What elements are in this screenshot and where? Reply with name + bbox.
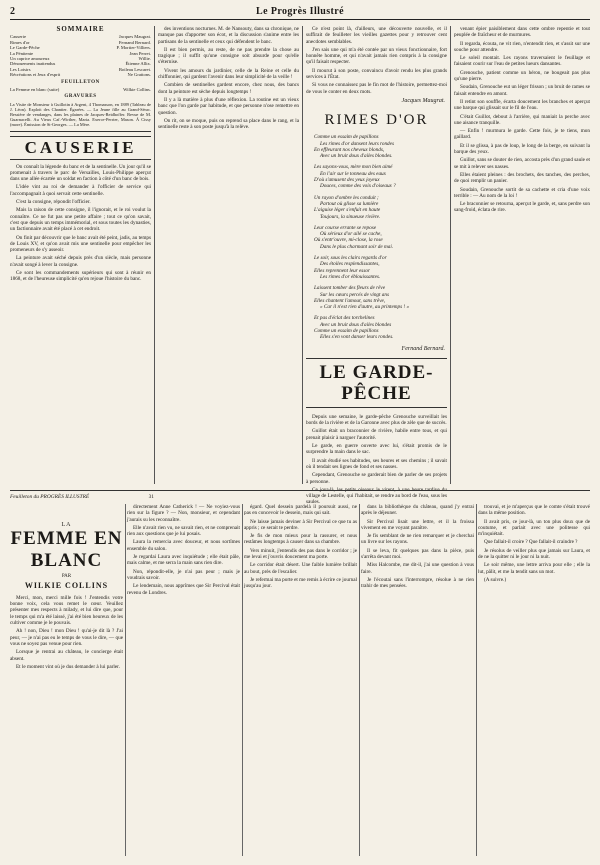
article-paragraph: Je fis semblant de ne rien remarquer et je cherchai un livre sur les rayons. bbox=[361, 533, 474, 546]
article-paragraph: Il est bien permis, au reste, de ne pas prendre la chose au tragique ; il suffit qu'une consigne soit absurde pour qu'elle s'éternise. bbox=[158, 46, 299, 66]
poem-stanza bbox=[306, 164, 447, 189]
feuilleton-header bbox=[10, 494, 590, 502]
article-paragraph: Le garde, en guerre ouverte avec lui, s'était promis de le surprendre la main dans le sac. bbox=[306, 443, 447, 456]
sommaire-item-author: Willie. bbox=[138, 55, 151, 61]
article-paragraph: Grenouche, patient comme un héron, ne bougeait pas plus qu'une pierre. bbox=[454, 69, 590, 83]
article-paragraph: Il y a là matière à plus d'une réflexion. La routine est un vieux banc que l'on garde par habitude, et que personne n'ose remettre en question. bbox=[158, 96, 299, 116]
poem-stanza bbox=[306, 315, 447, 340]
serial-par: PAR bbox=[61, 574, 72, 580]
causerie-continued bbox=[158, 26, 299, 130]
article-paragraph: Le braconnier se retourna, aperçut le garde, et, sans perdre son sang-froid, éclata de rire. bbox=[454, 201, 590, 214]
poem-line: Les sayons-vous, mère mon bien aimé bbox=[314, 164, 393, 171]
poem-line: En effleurant nos cheveux blonds, bbox=[314, 146, 385, 153]
article-paragraph: — Enfin ! murmura le garde. Cette fois, je te tiens, mon gaillard. bbox=[454, 128, 590, 141]
poem-line: « Car il n'est rien d'autre, au printemps ! » bbox=[320, 304, 410, 311]
poem-line: En l'air sur le tonneau des eaux bbox=[320, 170, 386, 177]
feuilleton-column-1 bbox=[10, 504, 123, 859]
article-paragraph: égard. Quel dessein pardelà il poursuit aussi, ne pas en concevoir le dessein, mais qui sait. bbox=[244, 504, 357, 517]
article-paragraph: Le corridor était désert. Une faible lumière brillait au bout, près de l'escalier. bbox=[244, 562, 357, 575]
poem-line: Où sérieux d'or ailé se cache, bbox=[320, 231, 382, 238]
article-paragraph: Il avait étudié ses habitudes, ses heures et ses chemins ; il savait où il tendait ses lignes de fond et ses nasses. bbox=[306, 457, 447, 470]
article-paragraph: Il avait pris, ce jour-là, un ton plus doux que de coutume, et parlait avec une politesse qui m'inquiétait. bbox=[478, 518, 590, 538]
article-paragraph: Elles étaient pleines : des brochets, des tanches, des perches, de quoi remplir un panier. bbox=[454, 171, 590, 185]
article-paragraph: Le soleil montait. Les rayons traversaient le feuillage et faisaient courir sur l'eau de petites lueurs dansantes. bbox=[454, 55, 590, 68]
poem-line: Partout où glisse sa lumière bbox=[320, 200, 379, 207]
garde-peche-continued bbox=[454, 26, 590, 214]
sommaire-item-title: Causerie bbox=[10, 34, 27, 40]
article-paragraph: (A suivre.) bbox=[484, 576, 507, 583]
article-paragraph: Je résolus de veiller plus que jamais sur Laura, et de ne la quitter ni le jour ni la nuit. bbox=[478, 547, 590, 561]
poem-line: Comme un essaim de papillons bbox=[314, 327, 379, 334]
column-1 bbox=[10, 26, 151, 486]
sommaire-item-title: Récréations et Jeux d'esprit bbox=[10, 72, 61, 78]
feuilleton-column-5 bbox=[478, 504, 590, 859]
article-paragraph: Guillot était un braconnier de rivière, habile entre tous, et qui prenait plaisir à narguer l'autorité. bbox=[306, 428, 447, 441]
sommaire-item-title: Dénouements inattendus bbox=[10, 61, 56, 67]
poem-line: Avec un bruit doux d'ailes blondes. bbox=[320, 153, 393, 160]
garde-peche-title: LE GARDE-PÊCHE bbox=[306, 358, 447, 408]
poem-line: L'aiguise léger s'enfuit en haute bbox=[314, 207, 381, 214]
sommaire-feuilleton-row bbox=[10, 87, 151, 92]
sommaire-item-author: Jacques Maugrat. bbox=[118, 34, 151, 40]
article-paragraph: Soudain, Grenouche sortit de sa cachette et cria d'une voix terrible : — Au nom de la loi ! bbox=[454, 186, 590, 199]
article-paragraph: Cependant, Grenouche se garderait bien de parler de ses projets à personne. bbox=[306, 472, 447, 485]
article-paragraph: Soudain, Grenouche eut un léger frisson ; un bruit de rames se faisait entendre en amont. bbox=[454, 84, 590, 97]
article-paragraph: Il mourut à son poste, convaincu d'avoir rendu les plus grands services à l'État. bbox=[306, 67, 447, 81]
article-paragraph: La peinture avait séché depuis près d'un siècle, mais personne n'avait songé à lever la consigne. bbox=[10, 255, 151, 268]
causerie-signature: Jacques Maugrat. bbox=[401, 97, 445, 104]
serial-title: FEMME EN BLANC bbox=[10, 528, 123, 572]
sommaire-item-title: Un caprice amoureux bbox=[10, 55, 50, 61]
sommaire-item-author: Ne Grattons. bbox=[127, 72, 151, 78]
feuilleton-row-title: La Femme en blanc (suite) bbox=[10, 86, 60, 92]
poem-line: D'où s'amusent des yeux joyeux bbox=[314, 177, 380, 184]
article-paragraph: trouvai, et je m'aperçus que le comte s'était trouvé dans la même position. bbox=[478, 504, 590, 517]
article-paragraph: Vers minuit, j'entendis des pas dans le corridor ; je me levai et j'ouvris doucement ma porte. bbox=[244, 547, 357, 561]
poem-stanza bbox=[306, 195, 447, 220]
article-paragraph: Vivent les amours du jardinier, celle de la Reine et celle du chiffonnier, qui gardent l'avenir dans leur simplicité de la veille ! bbox=[158, 67, 299, 81]
article-paragraph: Je fis de mon mieux pour la rassurer, et nous restâmes longtemps à causer dans sa chambre. bbox=[244, 533, 357, 546]
sommaire-item-title: Rimes d'or bbox=[10, 39, 30, 45]
poem-stanza bbox=[306, 225, 447, 250]
sommaire-item-title: Le Garde-Pêche bbox=[10, 45, 40, 51]
article-paragraph: Non, répondit-elle, je n'ai pas peur ; mais je voudrais savoir. bbox=[127, 568, 240, 581]
poem-line: Laissent tomber des fleurs de rêve bbox=[314, 285, 386, 292]
article-paragraph: venant épier paisiblement dans cette ombre repentie et tout peuplée de fraîcheur et de murmures. bbox=[454, 26, 590, 39]
serial-article: LA bbox=[61, 522, 72, 528]
article-paragraph: Depuis une semaine, le garde-pêche Grenouche surveillait les bords de la rivière et de la Garonne avec plus de zèle que de succès. bbox=[306, 413, 447, 427]
poem-line: Les rimes d'or éblouissantes. bbox=[320, 273, 381, 280]
sommaire-item-title: Les Loisirs bbox=[10, 66, 31, 72]
article-paragraph: L'idée vint au roi de demander à l'officier de service qui l'accompagnait à quoi servait cette sentinelle. bbox=[10, 184, 151, 197]
causerie-body bbox=[10, 164, 151, 283]
sommaire-item-author: Fernand Bernard. bbox=[118, 39, 151, 45]
poem-stanza bbox=[306, 134, 447, 159]
poem-line: Le soir, sous les clairs regards d'or bbox=[314, 255, 387, 262]
sommaire-item-title: La Pénitente bbox=[10, 50, 34, 56]
causerie-ending bbox=[306, 26, 447, 95]
article-paragraph: Je regardai Laura avec inquiétude ; elle était pâle, mais calme, et me serra la main sans rien dire. bbox=[127, 554, 240, 567]
poem-line: Toujours, la sinueuse rivière. bbox=[320, 213, 381, 220]
article-paragraph: Le lendemain, nous apprîmes que Sir Percival était revenu de Londres. bbox=[127, 583, 240, 596]
poem-signature: Fernand Bernard. bbox=[401, 345, 445, 352]
sommaire-box bbox=[10, 26, 151, 132]
causerie-title: CAUSERIE bbox=[10, 136, 151, 160]
running-header bbox=[10, 6, 590, 20]
poem-line: Un rayon d'ombre les conduit ; bbox=[314, 194, 379, 201]
article-paragraph: On rit, on se moque, puis on reprend sa place dans le rang, et la sentinelle reste à son poste jusqu'à la relève. bbox=[158, 117, 299, 131]
page-number: 2 bbox=[10, 6, 15, 17]
poem-line: Dans le plus charmant soir de mai. bbox=[320, 243, 394, 250]
article-paragraph: Combien de sentinelles gardent encore, chez nous, des bancs dont la peinture est sèche depuis longtemps ! bbox=[158, 82, 299, 95]
serial-author: WILKIE COLLINS bbox=[24, 580, 109, 590]
poem-stanza bbox=[306, 285, 447, 310]
newspaper-page bbox=[10, 6, 590, 859]
serial-title-block bbox=[10, 522, 123, 589]
column-divider bbox=[302, 26, 303, 484]
poem-line: Elles reprennent leur essor bbox=[314, 267, 370, 274]
article-paragraph: Laura la remercia avec douceur, et nous sortîmes ensemble du salon. bbox=[127, 539, 240, 552]
feuilleton-text-1 bbox=[10, 595, 123, 670]
article-paragraph: Je refermai ma porte et me remis à écrire ce journal jusqu'au jour. bbox=[244, 576, 357, 590]
journal-title: Le Progrès Illustré bbox=[256, 6, 344, 17]
article-paragraph: Ce sont les commandements supérieurs qui sont à réunir en 1868, et de l'heureuse simplicité qu'en rejoue l'histoire du banc. bbox=[10, 270, 151, 283]
feuilleton-header-label: Feuilleton du PROGRÈS ILLUSTRÉ bbox=[10, 494, 90, 500]
article-paragraph: Ne laisse jamais deviner à Sir Percival ce que tu as appris ; ce serait te perdre. bbox=[244, 518, 357, 531]
article-paragraph: directement Anne Catherick ! — Ne voyiez-vous rien sur la figure ? — Non, monsieur, et cependant j'aurais su les reconnaître. bbox=[127, 504, 240, 523]
column-divider bbox=[242, 504, 243, 856]
sommaire-item-author: P. Mortier-Villiers. bbox=[116, 45, 151, 51]
column-2 bbox=[158, 26, 299, 486]
feuilleton-label: FEUILLETON bbox=[61, 79, 100, 85]
article-paragraph: dans la bibliothèque du château, quand j'y entrai après le déjeuner. bbox=[361, 504, 474, 517]
article-paragraph: Miss Halcombe, me dit-il, j'ai une question à vous faire. bbox=[361, 562, 474, 575]
poem-line: Comme un essaim de papillons bbox=[314, 134, 379, 141]
poem-line: Les rimes d'or dansent leurs rondes bbox=[320, 140, 394, 147]
poem-line: Elles s'en vont danser leurs rondes. bbox=[320, 334, 394, 341]
poem-line: Avec un bruit doux d'ailes blondes bbox=[320, 321, 392, 328]
feuilleton-column-4 bbox=[361, 504, 474, 859]
sommaire-list bbox=[10, 34, 151, 77]
article-paragraph: des inventions nocturnes. M. de Nansouty, dans sa chronique, ne manque pas d'apporter son écot, et la discussion s'anime entre les partisans de la sentinelle et ceux qui défendent le banc. bbox=[158, 26, 299, 45]
column-divider bbox=[154, 26, 155, 484]
article-paragraph: Ce jour-là, les petits oiseaux le virent, à une heure tardive du village de Lestelle, qui l'habitait, se rendre au bord de l'eau, sous les saules. bbox=[306, 486, 447, 506]
article-paragraph: Il se leva, fit quelques pas dans la pièce, puis s'arrêta devant moi. bbox=[361, 547, 474, 561]
poem-line: Douces, comme des voix d'oiseaux ? bbox=[320, 183, 396, 190]
poem-line: Elles chantent l'amour, sans trêve, bbox=[314, 297, 386, 304]
article-paragraph: Lorsque je rentrai au château, le concierge était absent. bbox=[10, 649, 123, 662]
column-divider bbox=[125, 504, 126, 856]
article-paragraph: Il regarda, écouta, ne vit rien, n'entendit rien, et s'assit sur une souche pour attendre. bbox=[454, 40, 590, 53]
poem-stanza bbox=[306, 255, 447, 280]
poem-line: Sur les cœurs percés de vingt ans bbox=[320, 291, 389, 298]
article-paragraph: Ah ! non, Dieu ! mon Dieu ! qu'ai-je dit là ? J'ai peur, — je n'ai pas eu le temps de vous le dire, — que vous ne soyez pas venue pour rien. bbox=[10, 628, 123, 647]
column-3 bbox=[306, 26, 447, 506]
article-paragraph: C'est la consigne, répondit l'officier. bbox=[16, 199, 91, 206]
poem-line: Des étoiles resplendissantes, bbox=[320, 261, 380, 268]
article-paragraph: Et le moment vint où je dus demander à lui parler. bbox=[16, 663, 120, 670]
article-paragraph: C'était Guillot, debout à l'arrière, qui maniait la perche avec une aisance tranquille. bbox=[454, 113, 590, 126]
gravures-text: La Visite de Monsieur à Guillotin à Argent, 4 Thomasson, en 1889 (Tableau de J. Léon). Exploit des Chantier. Égarées. — La Jeune fille au Grand-Sérac. Bessière de vendanges, dans les plaines de Jacques-Reidhoffer. Revue de M. Guarnacelli. Au Vieux Caf.-Wirther, Maria. Exerce-Perrier, Mason. Á Cissy (more). Émission de St-Georges. — La Mère. bbox=[10, 101, 151, 128]
poem-line: Leur course errante se repose bbox=[314, 224, 377, 231]
article-paragraph: On connaît la légende du banc et de la sentinelle. Un jour qu'il se promenait à travers le parc de Versailles, Louis-Philippe aperçut dans une allée écartée un soldat en faction à côté d'un banc de bois. bbox=[10, 163, 151, 183]
garde-peche-body bbox=[306, 414, 447, 506]
article-paragraph: Sir Percival lisait une lettre, et il la froissa vivement en me voyant paraître. bbox=[361, 518, 474, 531]
article-paragraph: Ce n'est point là, d'ailleurs, une découverte nouvelle, et il suffirait de feuilleter les vieilles gazettes pour y retrouver cent anecdotes semblables. bbox=[306, 26, 447, 45]
column-divider bbox=[476, 504, 477, 856]
sommaire-row bbox=[10, 72, 151, 77]
column-divider bbox=[450, 26, 451, 484]
article-paragraph: Et il se glissa, à pas de loup, le long de la berge, en suivant la barque des yeux. bbox=[454, 142, 590, 156]
column-4 bbox=[454, 26, 590, 486]
article-paragraph: Guillot, sans se douter de rien, accosta près d'un grand saule et se mit à relever ses nasses. bbox=[454, 157, 590, 170]
feuilleton-section bbox=[10, 494, 590, 859]
feuilleton-rule bbox=[10, 490, 590, 491]
article-paragraph: J'en sais une qui m'a été contée par un vieux fonctionnaire, fort honnête homme, et qui n'avait jamais rien compris à la consigne qu'il faisait respecter. bbox=[306, 46, 447, 66]
article-paragraph: Je l'écoutai sans l'interrompre, résolue à ne rien trahir de mes pensées. bbox=[361, 576, 474, 590]
article-paragraph: Elle n'avait rien vu, ne savait rien, et ne comprenait rien aux questions que je lui posais. bbox=[127, 524, 240, 538]
column-divider bbox=[359, 504, 360, 856]
article-paragraph: Il retint son souffle, écarta doucement les branches et aperçut une barque qui glissait sur le fil de l'eau. bbox=[454, 98, 590, 112]
article-paragraph: Merci, mon, merci mille fois ! J'entendis votre bonne voix, cela vous remet le cœur. Veuillez présenter mes respects à milady, et lui dire que, pour le temps qui m'a été laissé, j'ai été bien heureux de les cultiver comme je le pouvais. bbox=[10, 594, 123, 627]
sommaire-heading: SOMMAIRE bbox=[56, 25, 105, 33]
poem-line: Où s'entr'ouvre, mi-close, la rose bbox=[314, 237, 383, 244]
article-paragraph: Que fallait-il croire ? Que fallait-il craindre ? bbox=[484, 539, 578, 546]
sommaire-item-author: Boileau Lescaret. bbox=[118, 66, 151, 72]
gravures-label: GRAVURES bbox=[64, 94, 97, 100]
sommaire-item-author: Étienne Allix. bbox=[125, 61, 151, 67]
poem-line: Et pas d'éclat des torchelines bbox=[314, 315, 375, 322]
poem-title: RIMES D'OR bbox=[324, 112, 429, 129]
sommaire-item-author: Jean Perret. bbox=[129, 50, 151, 56]
feuilleton-column-3 bbox=[244, 504, 357, 859]
feuilleton-column-2 bbox=[127, 504, 240, 859]
feuilleton-row-author: Wilkie Collins. bbox=[123, 86, 151, 92]
article-paragraph: Le soir même, une lettre arriva pour elle ; elle la lut, pâlit, et me la tendit sans un mot. bbox=[478, 562, 590, 575]
article-paragraph: On finit par découvrir que le banc avait été peint, jadis, au temps de Louis XV, et qu'on avait mis une sentinelle pour empêcher les promeneurs de s'y asseoir. bbox=[10, 234, 151, 254]
article-paragraph: Mais la raison de cette consigne, il l'ignorait, et le roi voulut la connaître. Ce ne fut pas une petite affaire ; tout ce qu'on savait, c'est que depuis un temps immémorial, et sous toutes les dynasties, un factionnaire avait été placé à cet endroit. bbox=[10, 207, 151, 233]
feuilleton-number: 31 bbox=[148, 494, 154, 500]
article-paragraph: Si vous ne connaissez pas le fin mot de l'histoire, permettez-moi de vous le conter en deux mots. bbox=[306, 82, 447, 95]
poem-body bbox=[306, 134, 447, 340]
